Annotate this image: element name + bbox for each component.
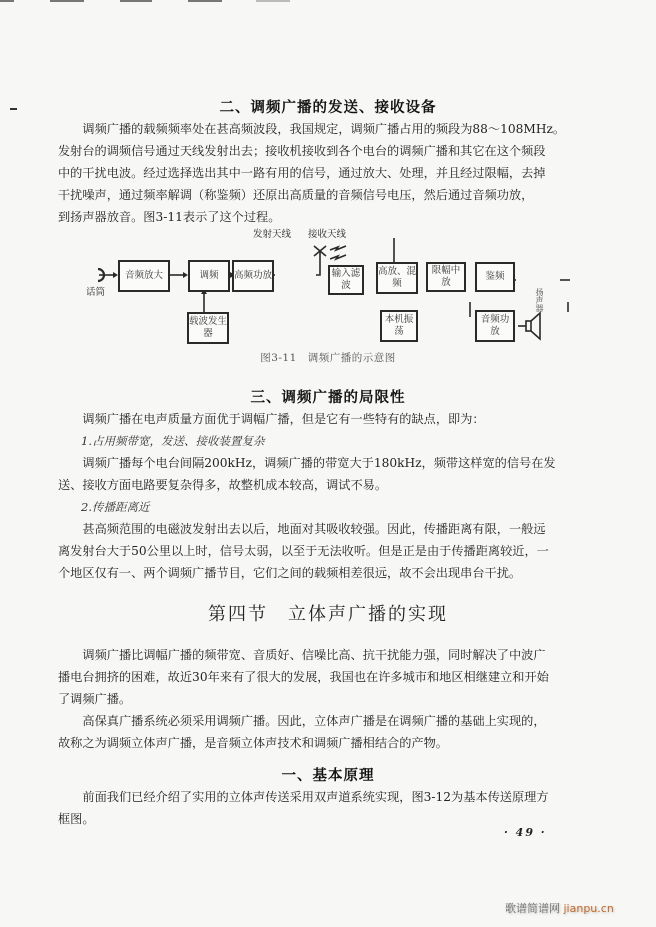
text-line: 调频广播的载频频率处在甚高频波段，我国规定，调频广播占用的频段为88～108MHz。: [82, 122, 566, 136]
watermark: [505, 900, 614, 916]
list-item-heading: 1.占用频带宽，发送、接收装置复杂: [81, 434, 265, 448]
section-2-heading: 二、调频广播的发送、接收设备: [219, 100, 437, 116]
text-line: 调频广播每个电台间隔200kHz，调频广播的带宽大于180kHz，频带这样宽的信号在发: [82, 456, 556, 470]
block-carrier-generator: 载波发生器: [187, 312, 229, 344]
block-input-filter: 输入滤波: [328, 265, 364, 295]
block-discriminator: 鉴频: [475, 262, 515, 292]
watermark-cn: 歌谱简谱网: [505, 902, 560, 915]
tx-antenna-label: 发射天线: [253, 229, 292, 240]
block-audio-amp: 音频放大: [118, 260, 170, 292]
block-audio-power-amp: 音频功放: [475, 310, 515, 342]
text-line: 调频广播在电声质量方面优于调幅广播，但是它有一些特有的缺点，即为：: [82, 412, 485, 426]
text-line: 故称之为调频立体声广播，是音频立体声技术和调频广播相结合的产物。: [58, 736, 448, 750]
text-line: 离发射台大于50公里以上时，信号太弱，以至于无法收听。但是正是由于传播距离较近，一: [58, 544, 549, 558]
text-line: 高保真广播系统必须采用调频广播。因此，立体声广播是在调频广播的基础上实现的，: [82, 714, 546, 728]
subsection-1-heading: 一、基本原理: [281, 768, 375, 784]
page-number: · 49 ·: [504, 826, 547, 839]
text-line: 中的干扰电波。经过选择选出其中一路有用的信号，通过放大、处理，并且经过限幅，去掉: [58, 166, 546, 180]
chapter-section-heading: 第四节 立体声广播的实现: [208, 604, 448, 625]
text-line: 播电台拥挤的困难，故近30年来有了很大的发展，我国也在许多城市和地区相继建立和开始: [58, 670, 549, 684]
rx-antenna-label: 接收天线: [308, 229, 347, 240]
text-line: 到扬声器放音。图3-11表示了这个过程。: [58, 210, 281, 224]
text-line: 前面我们已经介绍了实用的立体声传送采用双声道系统实现，图3-12为基本传送原理方: [82, 790, 549, 804]
fm-broadcast-block-diagram: [80, 222, 570, 342]
section-3-body: [58, 408, 578, 584]
block-modulator: 调频: [188, 260, 230, 292]
speaker-label: 扬声器: [535, 288, 544, 312]
block-local-oscillator: 本机振荡: [380, 310, 418, 342]
text-line: 框图。: [58, 812, 95, 826]
speaker-icon: [518, 310, 548, 344]
block-rf-amp-mixer: 高放、混频: [376, 262, 418, 294]
text-line: 个地区仅有一、两个调频广播节目，它们之间的载频相差很远，故不会出现串台干扰。: [58, 566, 522, 580]
text-line: 干扰噪声，通过频率解调（称鉴频）还原出高质量的音频信号电压，然后通过音频功放，: [58, 188, 534, 202]
list-item-heading: 2.传播距离近: [81, 500, 150, 514]
subsection-1-body: [58, 786, 578, 830]
block-rf-power-amp: 高频功放: [232, 260, 274, 292]
watermark-en: jianpu.cn: [563, 902, 614, 915]
section-4-body: [58, 644, 578, 754]
text-line: 发射台的调频信号通过天线发射出去；接收机接收到各个电台的调频广播和其它在这个频段: [58, 144, 546, 158]
scan-marks: [0, 0, 300, 3]
block-limiter-if-amp: 限幅中放: [426, 262, 466, 292]
microphone-label: 话筒: [86, 287, 106, 298]
section-3-heading: 三、调频广播的局限性: [250, 390, 406, 406]
text-line: 甚高频范围的电磁波发射出去以后，地面对其吸收较强。因此，传播距离有限，一般远: [82, 522, 546, 536]
text-line: 调频广播比调幅广播的频带宽、音质好、信噪比高、抗干扰能力强，同时解决了中波广: [82, 648, 546, 662]
text-line: 了调频广播。: [58, 692, 132, 706]
figure-caption: 图3-11 调频广播的示意图: [260, 352, 396, 364]
section-2-paragraph: [58, 118, 578, 228]
text-line: 送、接收方面电路要复杂得多，故整机成本较高，调试不易。: [58, 478, 388, 492]
